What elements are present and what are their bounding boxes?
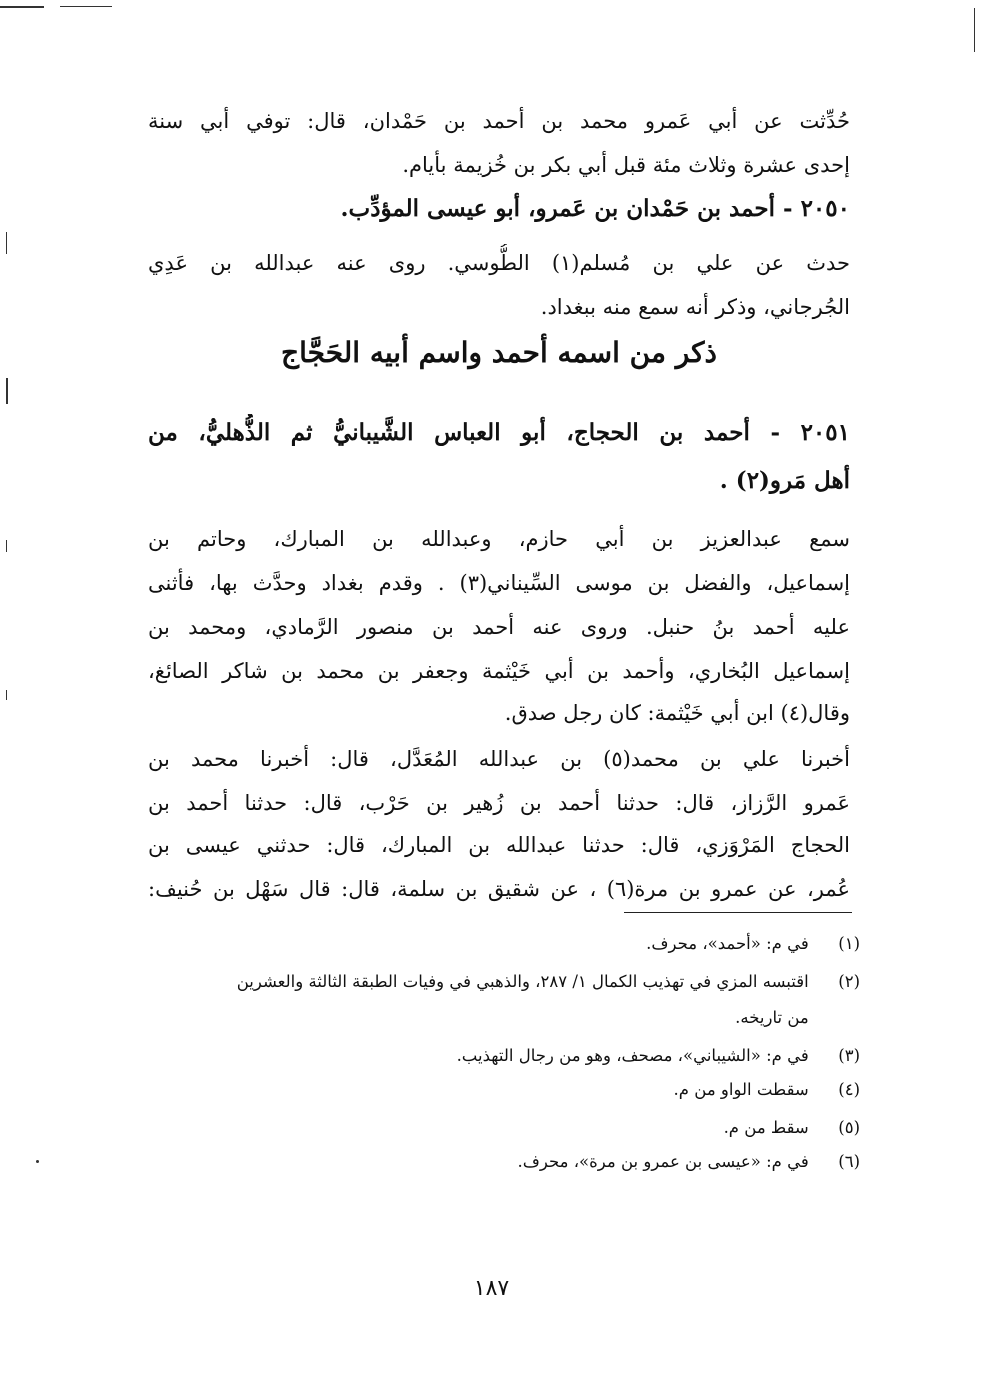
footnote-text: اقتبسه المزي في تهذيب الكمال ١/ ٢٨٧، والذهبي في وفيات الطبقة الثالثة والعشرين [236, 972, 809, 991]
entry-2051-para-2-line-4: عُمر، عن عمرو بن مرة(٦) ، عن شقيق بن سلمة، قال: قال سَهْل بن حُنيف: [148, 877, 850, 901]
section-heading: ذكر من اسمه أحمد واسم أبيه الحَجَّاج [281, 336, 717, 369]
scan-mark-left-2 [6, 378, 8, 404]
entry-2051-para-2-line-2: عَمرو الرَّزاز، قال: حدثنا أحمد بن زُهير بن حَرْب، قال: حدثنا أحمد بن [148, 791, 850, 815]
scan-mark-top-left-2 [60, 6, 112, 7]
footnote-2 [150, 966, 860, 998]
footnote-1 [150, 928, 860, 960]
footnote-text: سقط من م. [723, 1118, 809, 1137]
footnote-number: (٦) [838, 1152, 860, 1171]
footnote-2-continuation [150, 1002, 860, 1034]
entry-2051-para-2-line-1: أخبرنا علي بن محمد(٥) بن عبدالله المُعَدَّل، قال: أخبرنا محمد بن [148, 747, 850, 771]
footnote-text: في م: «الشيباني»، مصحف، وهو من رجال التهذيب. [456, 1046, 809, 1065]
footnote-number: (٥) [838, 1118, 860, 1137]
entry-2051-para-1-line-2: إسماعيل، والفضل بن موسى السِّيناني(٣) . وقدم بغداد وحدَّث بها، فأثنى [148, 571, 850, 595]
paragraph-1-line-1: حُدِّثت عن أبي عَمرو محمد بن أحمد بن حَمْدان، قال: توفي أبي سنة [148, 109, 850, 133]
footnote-number: (٣) [838, 1046, 860, 1065]
page-number: ١٨٧ [473, 1276, 510, 1301]
entry-2050-heading: ٢٠٥٠ - أحمد بن حَمْدان بن عَمرو، أبو عيسى المؤدِّب. [340, 195, 850, 222]
footnote-text: في م: «عيسى بن عمرو بن مرة»، محرف. [517, 1152, 809, 1171]
scan-mark-top-left [0, 6, 44, 8]
footnote-text: سقطت الواو من م. [673, 1080, 809, 1099]
paragraph-1-line-2: إحدى عشرة وثلاث مئة قبل أبي بكر بن خُزيمة بأيام. [402, 153, 850, 177]
entry-2051-para-2-line-3: الحجاج المَرْوَزي، قال: حدثنا عبدالله بن المبارك، قال: حدثني عيسى بن [148, 833, 850, 857]
footnote-6 [150, 1146, 860, 1178]
footnote-number: (٢) [838, 972, 860, 991]
scan-mark-left-1 [6, 232, 7, 254]
entry-2050-line-1: حدث عن علي بن مُسلم(١) الطُّوسي. روى عنه عبدالله بن عَدِي [148, 251, 850, 275]
entry-2050-line-2: الجُرجاني، وذكر أنه سمع منه ببغداد. [540, 295, 850, 319]
footnote-3 [150, 1040, 860, 1072]
entry-2051-heading-line-2: أهل مَرو(٢) . [719, 467, 850, 494]
scan-mark-left-4 [6, 690, 7, 700]
scan-dot [36, 1160, 39, 1163]
footnote-number: (٤) [838, 1080, 860, 1099]
footnote-number: (١) [838, 934, 860, 953]
footnote-5 [150, 1112, 860, 1144]
entry-2051-para-1-line-1: سمع عبدالعزيز بن أبي حازم، وعبدالله بن المبارك، وحاتم بن [148, 527, 850, 551]
scan-mark-right-edge [974, 8, 975, 52]
entry-2051-para-1-line-5: وقال(٤) ابن أبي خَيْثمة: كان رجل صدق. [504, 701, 850, 725]
scan-mark-left-3 [6, 540, 7, 552]
entry-2051-para-1-line-4: إسماعيل البُخاري، وأحمد بن أبي خَيْثمة وجعفر بن محمد بن شاكر الصائغ، [148, 659, 850, 683]
footnote-text: في م: «أحمد»، محرف. [646, 934, 809, 953]
footnote-separator [624, 912, 852, 913]
entry-2051-para-1-line-3: عليه أحمد بنُ حنبل. وروى عنه أحمد بن منصور الرَّمادي، ومحمد بن [148, 615, 850, 639]
footnote-4 [150, 1074, 860, 1106]
footnote-text: من تاريخه. [735, 1008, 809, 1027]
entry-2051-heading-line-1: ٢٠٥١ - أحمد بن الحجاج، أبو العباس الشَّيبانيُّ ثم الذُّهليُّ، من [148, 419, 850, 446]
